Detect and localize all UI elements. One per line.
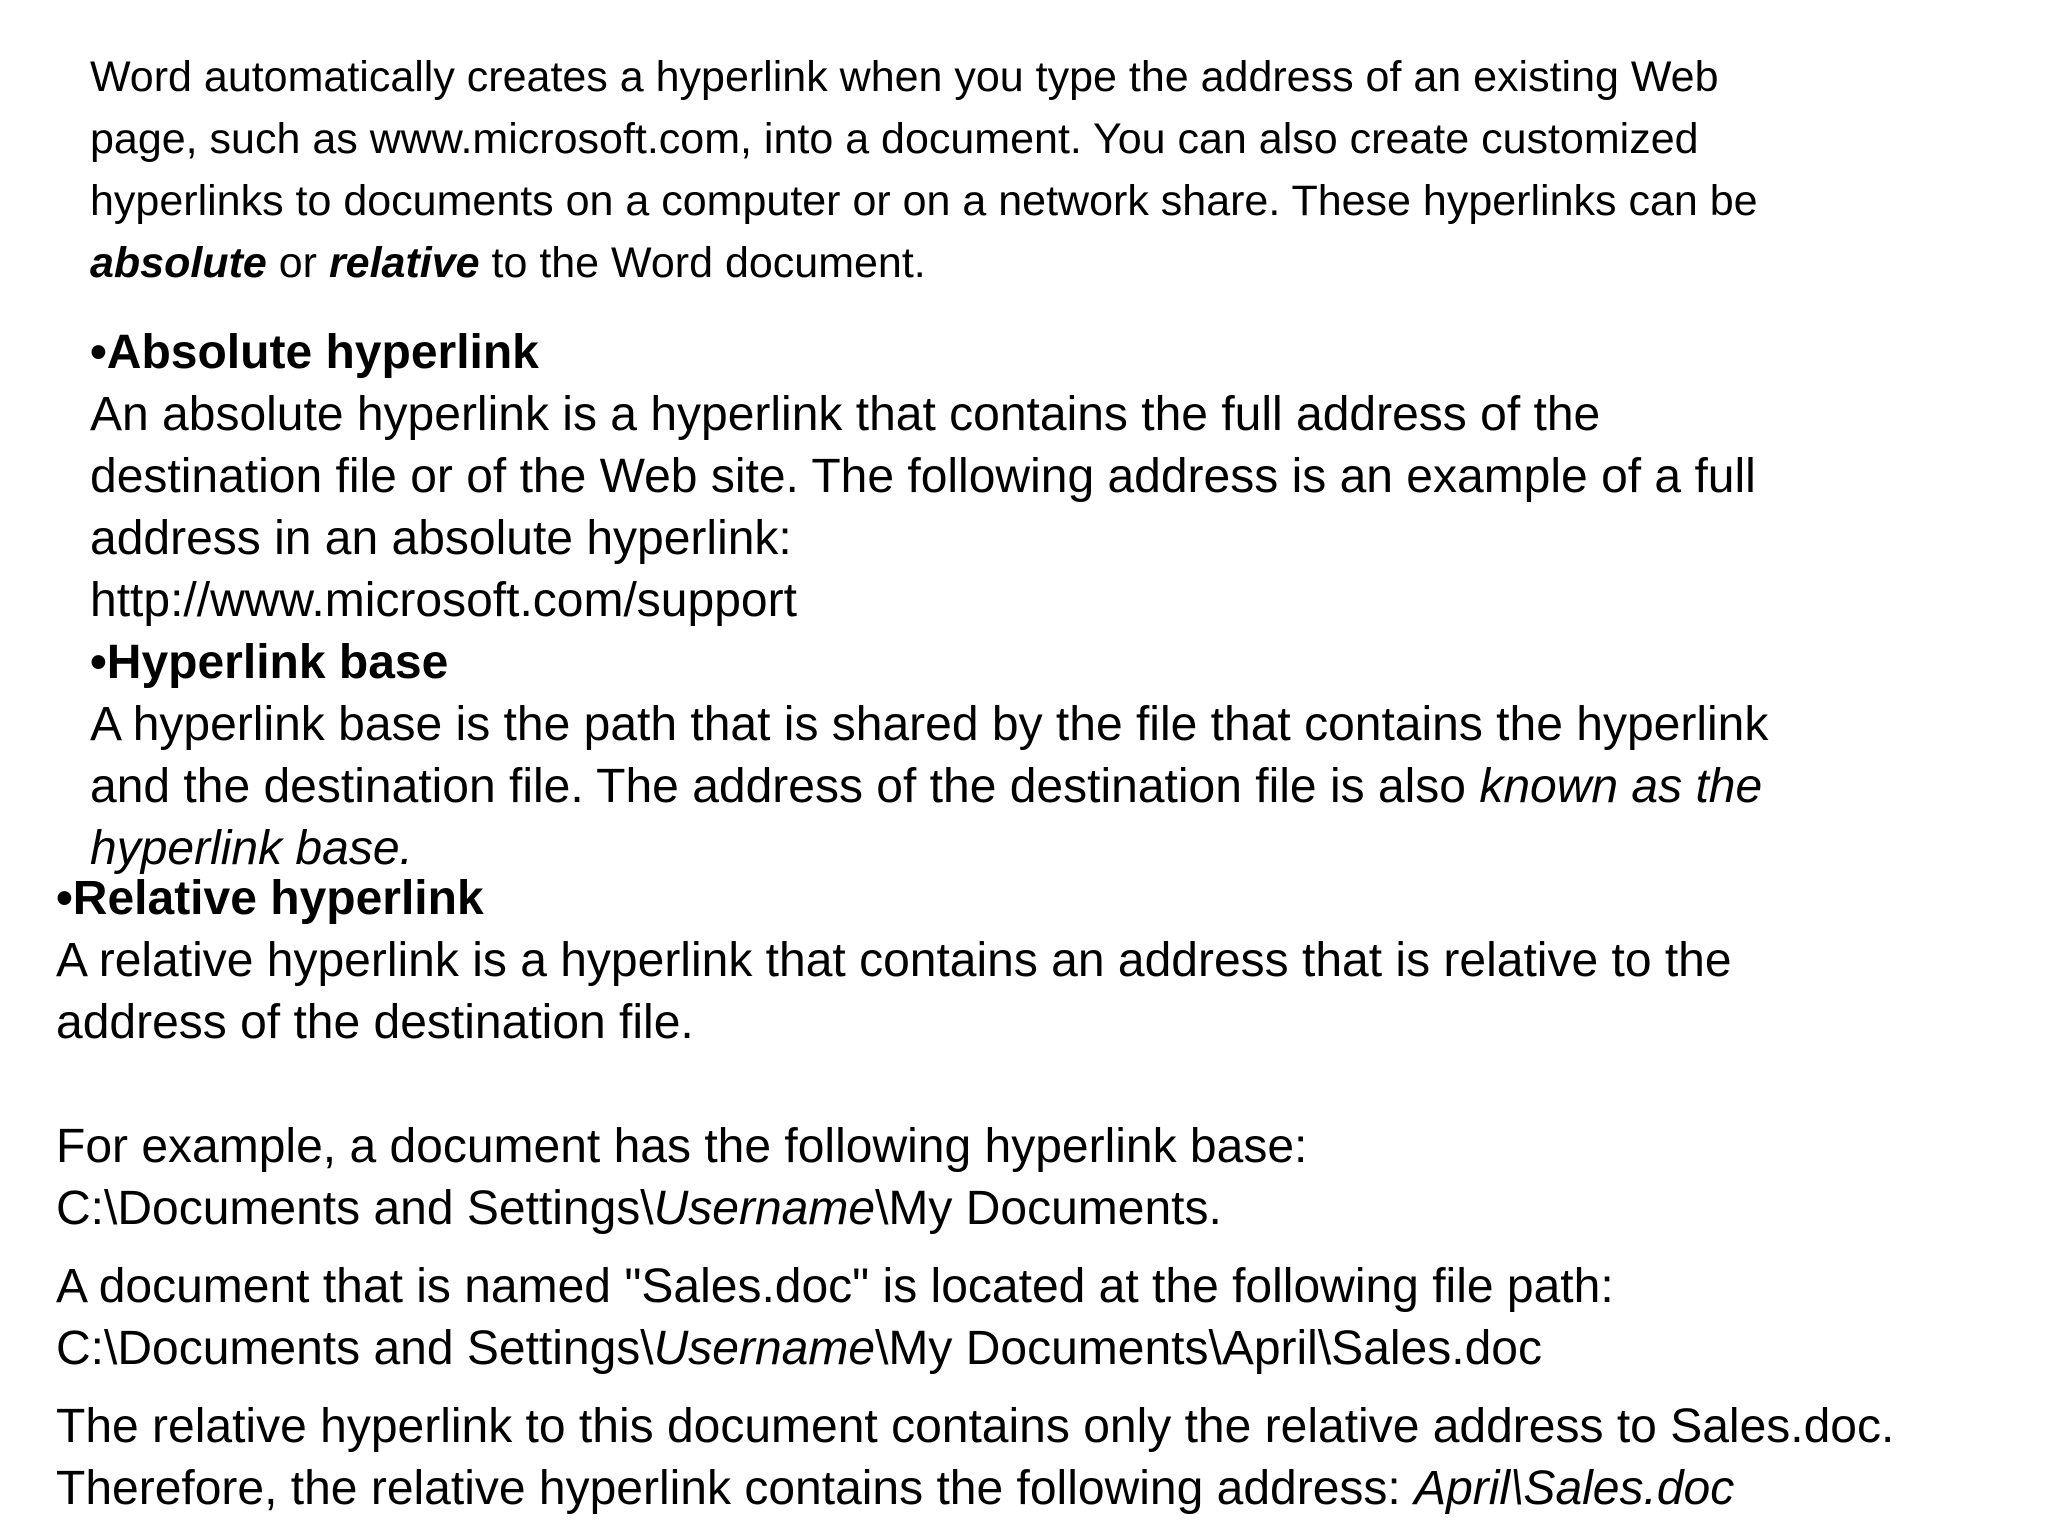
- example-file-path-end: \My Documents\April\Sales.doc: [875, 1322, 1542, 1375]
- example-base-path-user: Username: [653, 1182, 876, 1235]
- example-relative-line-1: The relative hyperlink to this document contains only the relative address to Sales.doc.: [56, 1400, 1895, 1453]
- intro-line-4: [90, 232, 1990, 294]
- term-relative: relative: [328, 239, 480, 287]
- intro-line-4-end: to the Word document.: [479, 239, 926, 287]
- absolute-line-2: destination file or of the Web site. The following address is an example of a full: [90, 450, 1756, 503]
- example-relative-line-2-start: Therefore, the relative hyperlink contains the following address:: [56, 1462, 1415, 1515]
- example-relative-line-2: [56, 1458, 1894, 1520]
- absolute-example-url: http://www.microsoft.com/support: [90, 574, 797, 627]
- term-absolute: absolute: [90, 239, 267, 287]
- example-file-path: [56, 1318, 1614, 1380]
- example-file-path-user: Username: [653, 1322, 876, 1375]
- hyperlink-base-heading: •Hyperlink base: [90, 636, 449, 689]
- example-relative-address: April\Sales.doc: [1414, 1462, 1735, 1515]
- absolute-line-3: address in an absolute hyperlink:: [90, 512, 792, 565]
- relative-line-2: address of the destination file.: [56, 996, 694, 1049]
- absolute-hyperlink-heading: •Absolute hyperlink: [90, 326, 539, 379]
- intro-line-4-mid: or: [266, 239, 329, 287]
- example-file-line-1: A document that is named "Sales.doc" is located at the following file path:: [56, 1260, 1614, 1313]
- intro-paragraph: [90, 46, 1990, 294]
- example-base-line-1: For example, a document has the following hyperlink base:: [56, 1120, 1308, 1173]
- base-line-2: [90, 756, 1768, 818]
- base-line-3-italic: hyperlink base.: [90, 822, 413, 875]
- base-line-2-start: and the destination file. The address of the destination file is also: [90, 760, 1480, 813]
- base-line-2-italic: known as the: [1479, 760, 1763, 813]
- example-base-paragraph: [56, 1116, 1307, 1240]
- example-base-path-start: C:\Documents and Settings\: [56, 1182, 654, 1235]
- example-base-path: [56, 1178, 1307, 1240]
- intro-line-3: hyperlinks to documents on a computer or on a network share. These hyperlinks can be: [90, 177, 1758, 225]
- intro-line-1: Word automatically creates a hyperlink when you type the address of an existing Web: [90, 53, 1719, 101]
- absolute-hyperlink-section: [90, 322, 1768, 880]
- example-file-paragraph: [56, 1256, 1614, 1380]
- absolute-line-1: An absolute hyperlink is a hyperlink that contains the full address of the: [90, 388, 1601, 441]
- example-base-path-end: \My Documents.: [875, 1182, 1222, 1235]
- relative-line-1: A relative hyperlink is a hyperlink that contains an address that is relative to the: [56, 934, 1732, 987]
- example-relative-paragraph: [56, 1396, 1894, 1520]
- base-line-1: A hyperlink base is the path that is shared by the file that contains the hyperlink: [90, 698, 1769, 751]
- example-file-path-start: C:\Documents and Settings\: [56, 1322, 654, 1375]
- relative-hyperlink-section: [56, 868, 1732, 1054]
- relative-hyperlink-heading: •Relative hyperlink: [56, 872, 484, 925]
- intro-line-2: page, such as www.microsoft.com, into a document. You can also create customized: [90, 115, 1699, 163]
